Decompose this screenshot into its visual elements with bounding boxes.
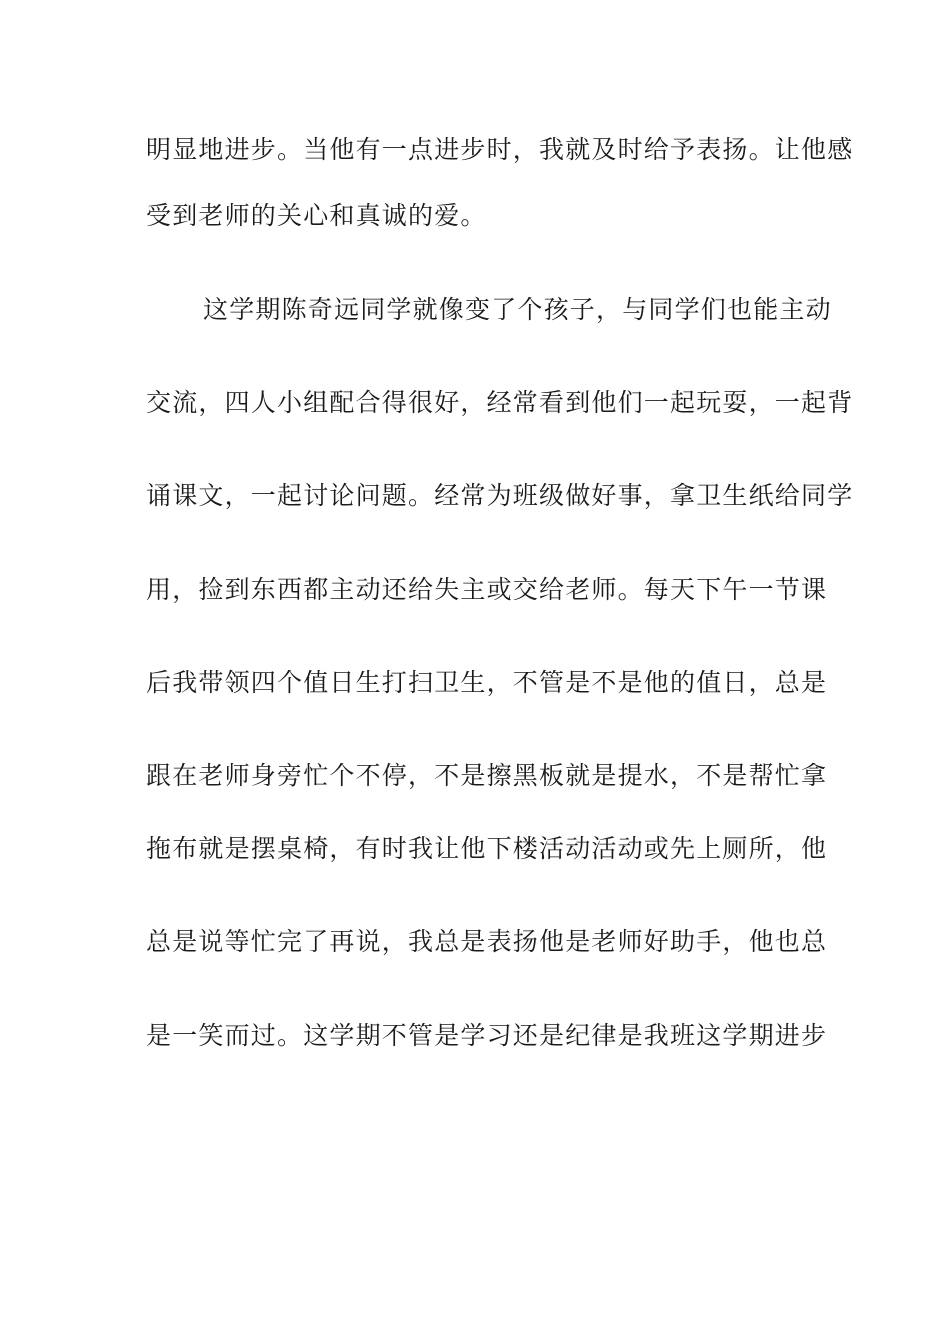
text-line: 受到老师的关心和真诚的爱。 — [146, 201, 487, 230]
text-line: 诵课文，一起讨论问题。经常为班级做好事，拿卫生纸给同学 — [146, 481, 854, 510]
paragraph-first-line: 这学期陈奇远同学就像变了个孩子，与同学们也能主动 — [203, 295, 832, 324]
text-line: 明显地进步。当他有一点进步时，我就及时给予表扬。让他感 — [146, 135, 854, 164]
text-line: 交流，四人小组配合得很好，经常看到他们一起玩耍，一起背 — [146, 388, 854, 417]
text-line: 跟在老师身旁忙个不停，不是擦黑板就是提水，不是帮忙拿 — [146, 761, 828, 790]
text-line: 是一笑而过。这学期不管是学习还是纪律是我班这学期进步 — [146, 1021, 828, 1050]
text-line: 用，捡到东西都主动还给失主或交给老师。每天下午一节课 — [146, 575, 828, 604]
text-line: 总是说等忙完了再说，我总是表扬他是老师好助手，他也总 — [146, 927, 828, 956]
text-line: 拖布就是摆桌椅，有时我让他下楼活动活动或先上厕所，他 — [146, 834, 828, 863]
text-line: 后我带领四个值日生打扫卫生，不管是不是他的值日，总是 — [146, 668, 828, 697]
